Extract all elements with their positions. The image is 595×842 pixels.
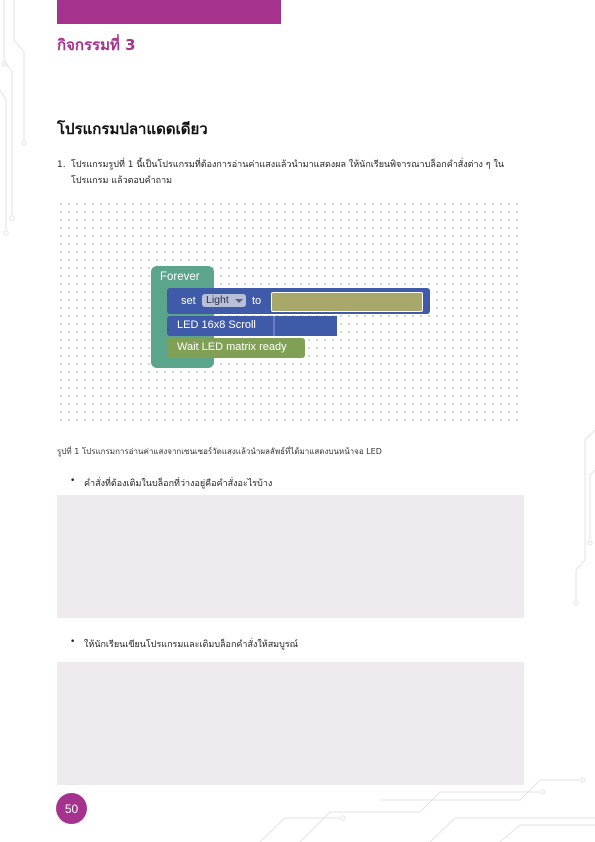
question-1	[57, 157, 527, 189]
bullet-item	[70, 476, 272, 490]
to-label: to	[252, 295, 262, 307]
set-label: set	[181, 295, 196, 307]
wait-label: Wait LED matrix ready	[177, 341, 287, 353]
question-number: 1.	[57, 160, 66, 170]
activity-title: กิจกรรมที่ 3	[57, 36, 136, 54]
bullet-item	[70, 637, 298, 651]
bullet-dot-icon: •	[70, 476, 76, 486]
question-text: โปรแกรมรูปที่ 1 นี้เป็นโปรแกรมที่ต้องการอ่านค่าแสงแล้วนำมาแสดงผล ให้นักเรียนพิจารณาบล็อกคำสั่งต่าง ๆ ในโปรแกรม แล้วตอบคำถาม	[71, 160, 505, 186]
figure-caption: รูปที่ 1 โปรแกรมการอ่านค่าแสงจากเซนเซอร์วัดแสงแล้วนำผลลัพธ์ที่ได้มาแสดงบนหน้าจอ LED	[57, 447, 382, 456]
variable-name: Light	[206, 294, 229, 306]
led-scroll-input-slot[interactable]	[273, 316, 337, 336]
answer-box-2[interactable]	[57, 662, 524, 785]
page-number: 50	[56, 793, 87, 824]
dropdown-arrow-icon	[235, 299, 243, 303]
wait-block[interactable]	[167, 338, 305, 358]
bullet-text: คำสั่งที่ต้องเติมในบล็อกที่ว่างอยู่คือคำสั่งอะไรบ้าง	[84, 479, 273, 489]
empty-value-slot[interactable]	[271, 292, 423, 312]
led-scroll-label: LED 16x8 Scroll	[177, 319, 256, 331]
bullet-text: ให้นักเรียนเขียนโปรแกรมและเติมบล็อกคำสั่งให้สมบูรณ์	[84, 640, 299, 650]
section-title: โปรแกรมปลาแดดเดียว	[57, 120, 208, 138]
forever-label: Forever	[160, 271, 200, 283]
variable-dropdown[interactable]	[202, 294, 246, 307]
bullet-dot-icon: •	[70, 637, 76, 647]
header-bar	[57, 0, 281, 24]
answer-box-1[interactable]	[57, 495, 524, 618]
led-scroll-block[interactable]	[167, 316, 335, 336]
code-canvas	[57, 200, 524, 426]
set-variable-block[interactable]	[167, 288, 430, 314]
